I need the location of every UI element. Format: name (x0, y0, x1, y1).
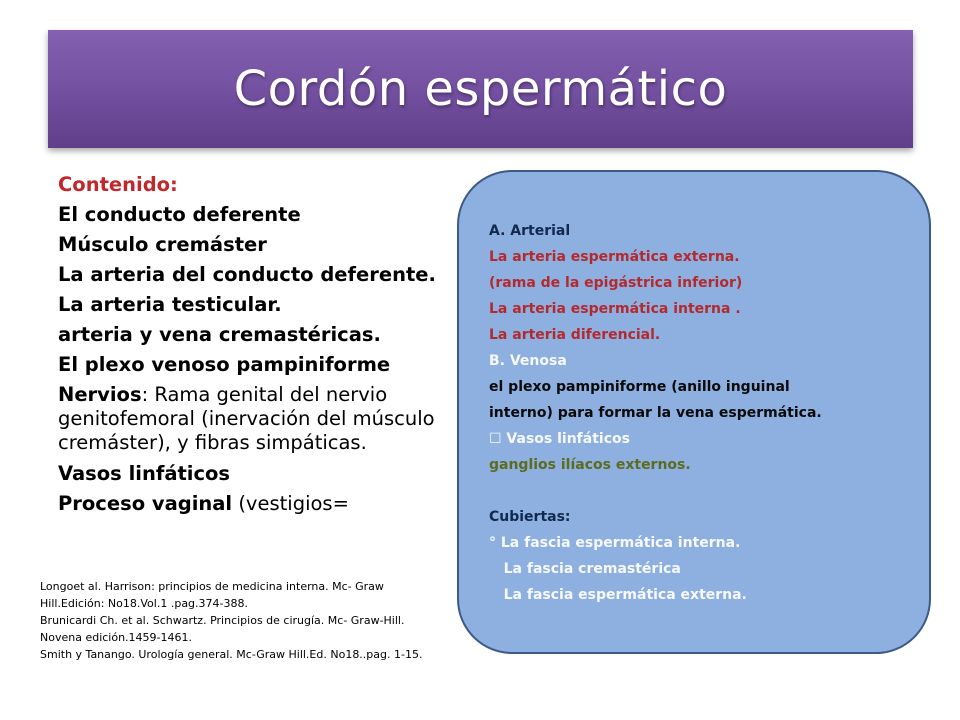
cubiertas-line: ° La fascia espermática interna. (489, 535, 741, 551)
content-item: La arteria del conducto deferente. (58, 263, 436, 286)
slide-title: Cordón espermático (233, 61, 728, 117)
venosa-line: interno) para formar la vena espermática. (489, 405, 822, 421)
arterial-line: La arteria espermática externa. (489, 249, 740, 265)
linfaticos-line: ganglios ilíacos externos. (489, 457, 691, 473)
vessels-box-text (489, 218, 919, 608)
content-item: arteria y vena cremastéricas. (58, 323, 381, 346)
vessels-box (457, 170, 931, 654)
proceso-item (58, 489, 458, 519)
content-item: El plexo venoso pampiniforme (58, 353, 391, 376)
content-list (58, 170, 458, 519)
reference-line: Hill.Edición: No18.Vol.1 .pag.374-388. (40, 597, 248, 610)
reference-line: Smith y Tanango. Urología general. Mc-Graw Hill.Ed. No18..pag. 1-15. (40, 648, 423, 661)
linfaticos-heading: ☐ Vasos linfáticos (489, 431, 630, 447)
venosa-heading: B. Venosa (489, 353, 567, 369)
proceso-label: Proceso vaginal (58, 492, 233, 515)
cubiertas-line: La fascia espermática externa. (489, 587, 747, 603)
nervios-label: Nervios (58, 383, 142, 406)
reference-line: Longoet al. Harrison: principios de medicina interna. Mc- Graw (40, 580, 384, 593)
arterial-line: (rama de la epigástrica inferior) (489, 275, 743, 291)
cubiertas-line: La fascia cremastérica (489, 561, 681, 577)
arterial-line: La arteria diferencial. (489, 327, 661, 343)
arterial-line: La arteria espermática interna . (489, 301, 741, 317)
reference-line: Brunicardi Ch. et al. Schwartz. Principios de cirugía. Mc- Graw-Hill. (40, 614, 405, 627)
content-item: El conducto deferente (58, 203, 301, 226)
arterial-heading: A. Arterial (489, 223, 571, 239)
venosa-line: el plexo pampiniforme (anillo inguinal (489, 379, 790, 395)
content-heading: Contenido: (58, 173, 178, 196)
reference-line: Novena edición.1459-1461. (40, 631, 193, 644)
spacer (489, 478, 919, 504)
proceso-text: (vestigios= (232, 492, 349, 515)
content-item: La arteria testicular. (58, 293, 282, 316)
nervios-text: : Rama genital del nervio genitofemoral (inervación del músculo cremáster), y fibras simpáticas. (58, 383, 435, 454)
content-item: Músculo cremáster (58, 233, 267, 256)
vasos-item: Vasos linfáticos (58, 462, 231, 485)
title-banner (48, 30, 913, 148)
cubiertas-heading: Cubiertas: (489, 509, 571, 525)
nervios-item (58, 383, 458, 455)
references (40, 578, 470, 663)
